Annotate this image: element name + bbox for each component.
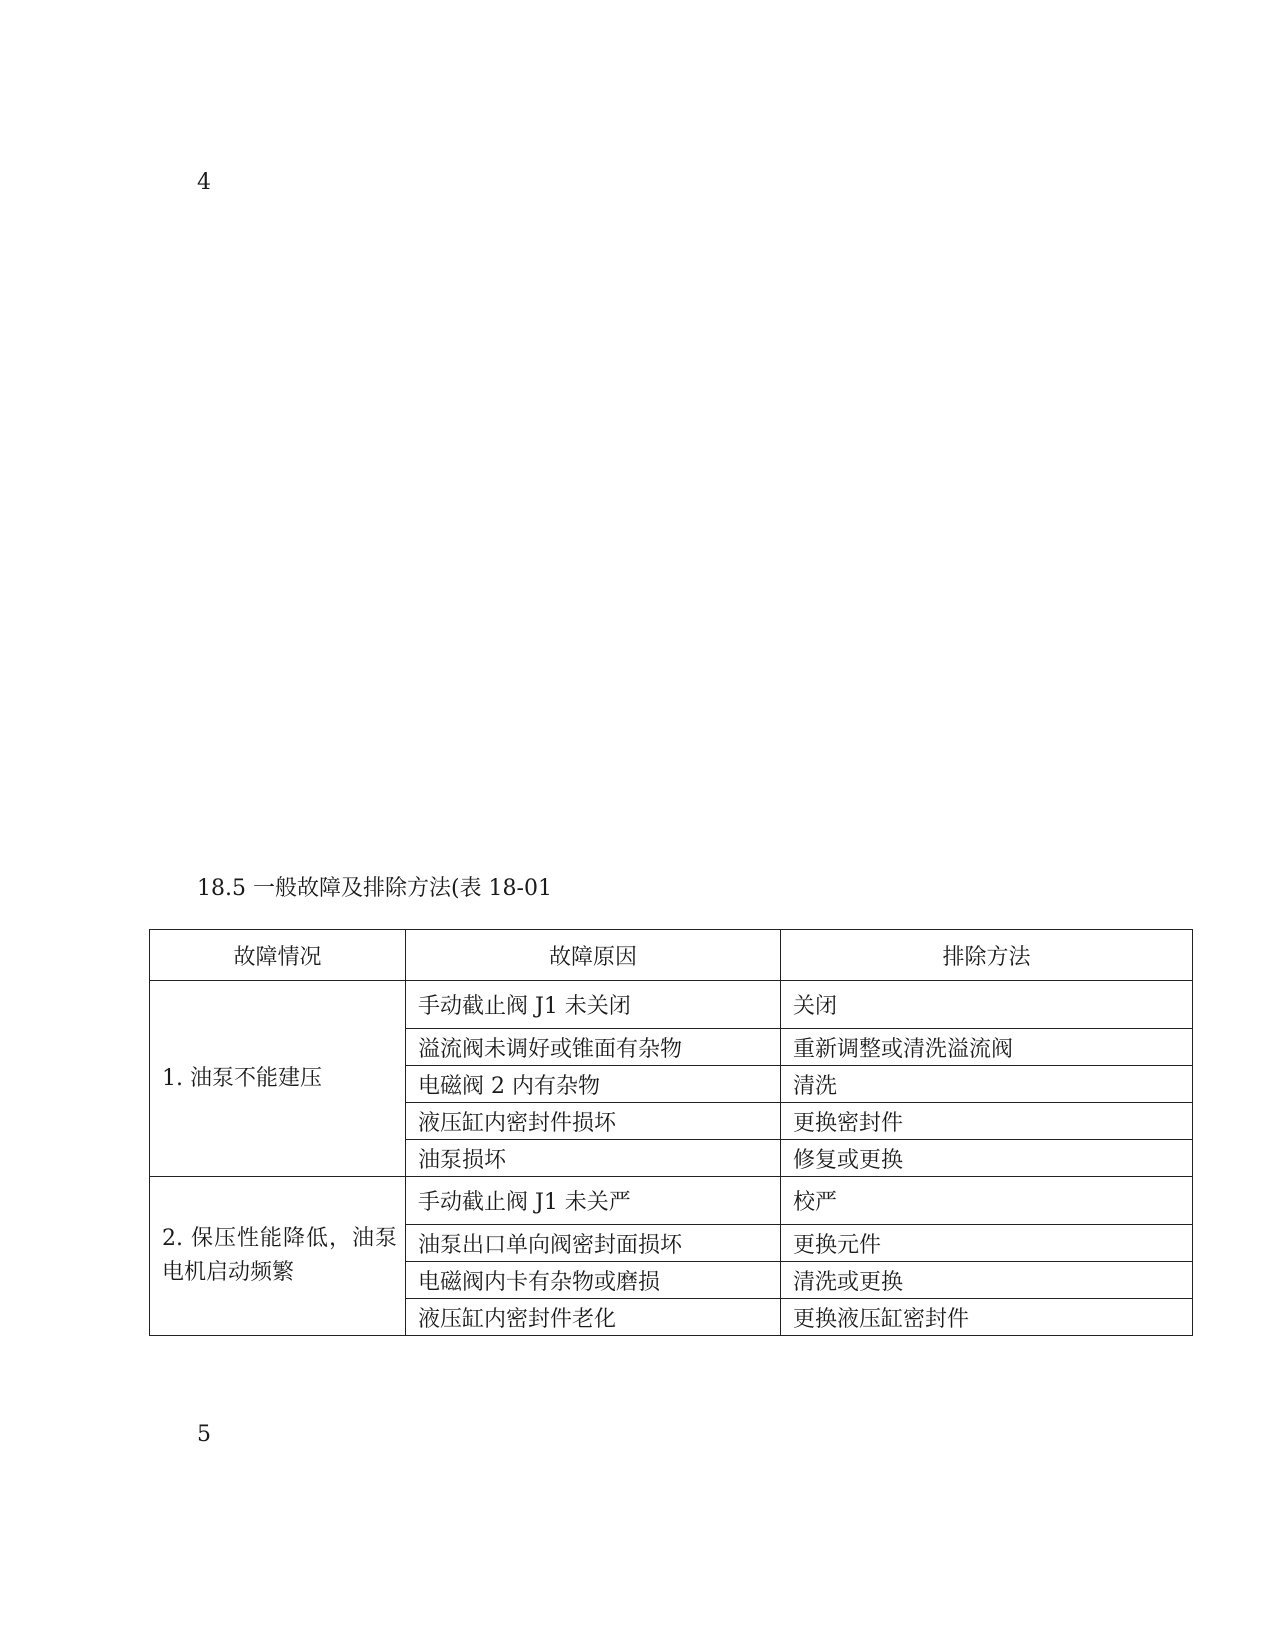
fault-cause: 手动截止阀 J1 未关严 — [406, 1177, 781, 1225]
header-cause: 故障原因 — [406, 930, 781, 981]
fault-situation: 2. 保压性能降低，油泵电机启动频繁 — [150, 1177, 406, 1336]
fault-remedy: 更换液压缸密封件 — [781, 1299, 1193, 1336]
fault-cause: 溢流阀未调好或锥面有杂物 — [406, 1029, 781, 1066]
fault-remedy: 清洗 — [781, 1066, 1193, 1103]
header-remedy: 排除方法 — [781, 930, 1193, 981]
table-row — [150, 1177, 1193, 1225]
table-header-row — [150, 930, 1193, 981]
fault-cause: 液压缸内密封件老化 — [406, 1299, 781, 1336]
fault-remedy: 清洗或更换 — [781, 1262, 1193, 1299]
page-number-top: 4 — [197, 170, 211, 195]
table-row — [150, 981, 1193, 1029]
fault-cause: 油泵损坏 — [406, 1140, 781, 1177]
fault-cause: 油泵出口单向阀密封面损坏 — [406, 1225, 781, 1262]
fault-cause: 液压缸内密封件损坏 — [406, 1103, 781, 1140]
fault-cause: 手动截止阀 J1 未关闭 — [406, 981, 781, 1029]
fault-cause: 电磁阀 2 内有杂物 — [406, 1066, 781, 1103]
fault-remedy: 修复或更换 — [781, 1140, 1193, 1177]
fault-remedy: 校严 — [781, 1177, 1193, 1225]
fault-cause: 电磁阀内卡有杂物或磨损 — [406, 1262, 781, 1299]
fault-remedy: 更换密封件 — [781, 1103, 1193, 1140]
page-number-bottom: 5 — [197, 1422, 211, 1447]
fault-table — [149, 929, 1193, 1336]
fault-remedy: 关闭 — [781, 981, 1193, 1029]
fault-situation: 1. 油泵不能建压 — [150, 981, 406, 1177]
section-heading: 18.5 一般故障及排除方法(表 18-01 — [197, 876, 552, 901]
fault-remedy: 更换元件 — [781, 1225, 1193, 1262]
header-situation: 故障情况 — [150, 930, 406, 981]
fault-remedy: 重新调整或清洗溢流阀 — [781, 1029, 1193, 1066]
